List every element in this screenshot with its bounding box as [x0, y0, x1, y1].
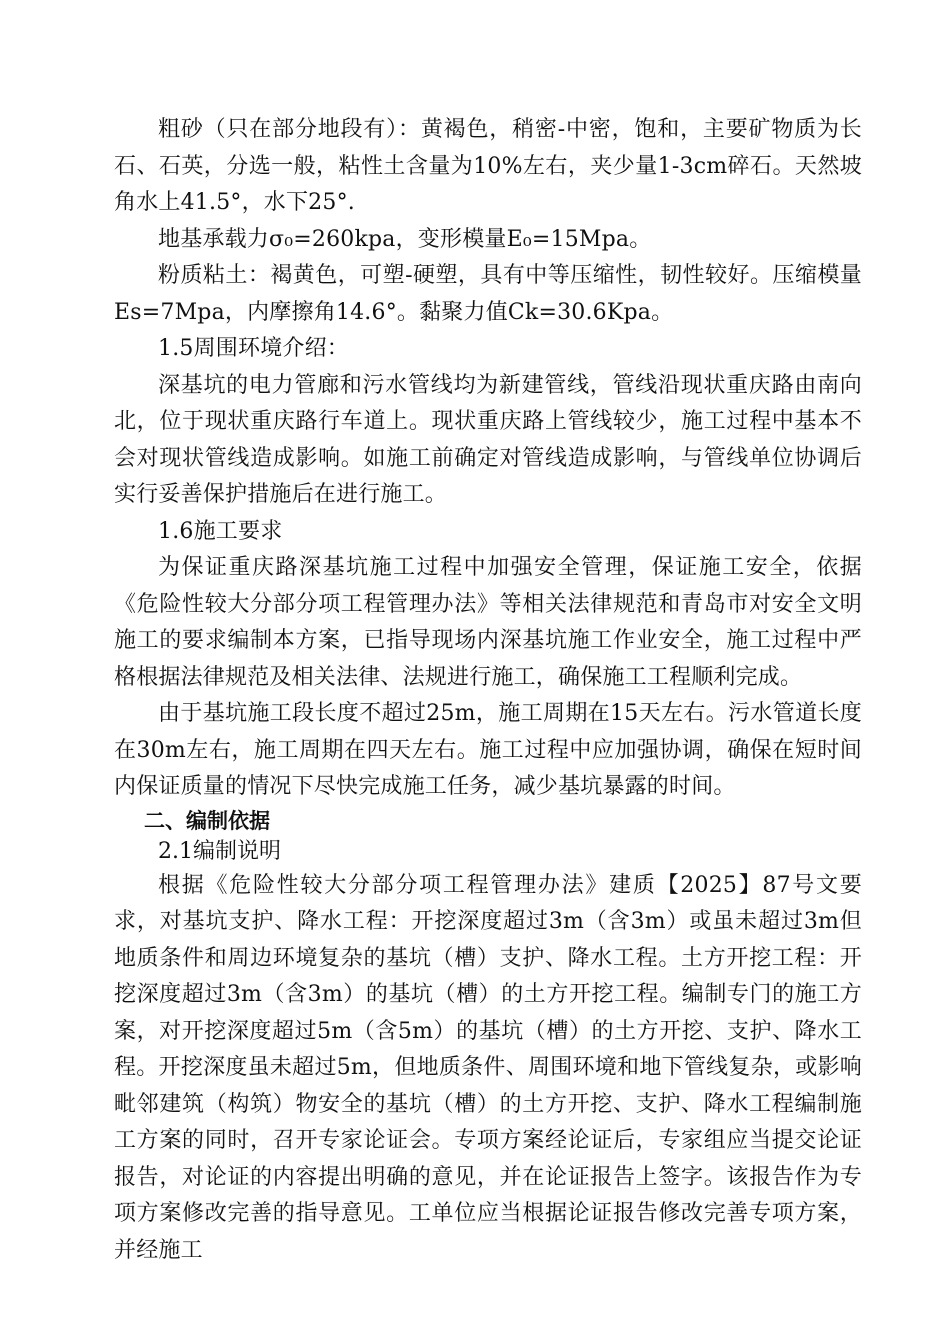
- paragraph-bearing-capacity: 地基承载力σ₀=260kpa，变形模量E₀=15Mpa。: [158, 226, 652, 252]
- paragraph-silty-clay: 粉质粘土：褐黄色，可塑-硬塑，具有中等压缩性，韧性较好。压缩模量Es=7Mpa，内摩擦角14.6°。黏聚力值Ck=30.6Kpa。: [114, 263, 862, 325]
- chapter-heading-2: 二、编制依据: [144, 808, 270, 833]
- paragraph-schedule: 由于基坑施工段长度不超过25m，施工周期在15天左右。污水管道长度在30m左右，施工周期在四天左右。施工过程中应加强协调，确保在短时间内保证质量的情况下尽快完成施工任务，减少基坑暴露的时间。: [114, 701, 862, 799]
- section-heading-2-1: 2.1编制说明: [158, 838, 281, 864]
- paragraph-coarse-sand: 粗砂（只在部分地段有）：黄褐色，稍密-中密，饱和，主要矿物质为长石、石英，分选一般，粘性土含量为10%左右，夹少量1-3cm碎石。天然坡角水上41.5°，水下25°.: [114, 117, 862, 215]
- paragraph-basis: 根据《危险性较大分部分项工程管理办法》建质【2025】87号文要求，对基坑支护、降水工程：开挖深度超过3m（含3m）或虽未超过3m但地质条件和周边环境复杂的基坑（槽）支护、降水工程。土方开挖工程：开挖深度超过3m（含3m）的基坑（槽）的土方开挖工程。编制专门的施工方案，对开挖深度超过5m（含5m）的基坑（槽）的土方开挖、支护、降水工程。开挖深度虽未超过5m，但地质条件、周围环境和地下管线复杂，或影响毗邻建筑（构筑）物安全的基坑（槽）的土方开挖、支护、降水工程编制施工方案的同时，召开专家论证会。专项方案经论证后，专家组应当提交论证报告，对论证的内容提出明确的意见，并在论证报告上签字。该报告作为专项方案修改完善的指导意见。工单位应当根据论证报告修改完善专项方案，并经施工: [114, 872, 862, 1263]
- paragraph-environment: 深基坑的电力管廊和污水管线均为新建管线，管线沿现状重庆路由南向北，位于现状重庆路行车道上。现状重庆路上管线较少，施工过程中基本不会对现状管线造成影响。如施工前确定对管线造成影响，与管线单位协调后实行妥善保护措施后在进行施工。: [114, 372, 862, 507]
- section-heading-1-5: 1.5周围环境介绍：: [158, 336, 349, 361]
- section-heading-1-6: 1.6施工要求: [158, 518, 283, 544]
- document-page: [114, 112, 862, 1269]
- paragraph-requirements: 为保证重庆路深基坑施工过程中加强安全管理，保证施工安全，依据《危险性较大分部分项工程管理办法》等相关法律规范和青岛市对安全文明施工的要求编制本方案，已指导现场内深基坑施工作业安全，施工过程中严格根据法律规范及相关法律、法规进行施工，确保施工工程顺利完成。: [114, 555, 862, 690]
